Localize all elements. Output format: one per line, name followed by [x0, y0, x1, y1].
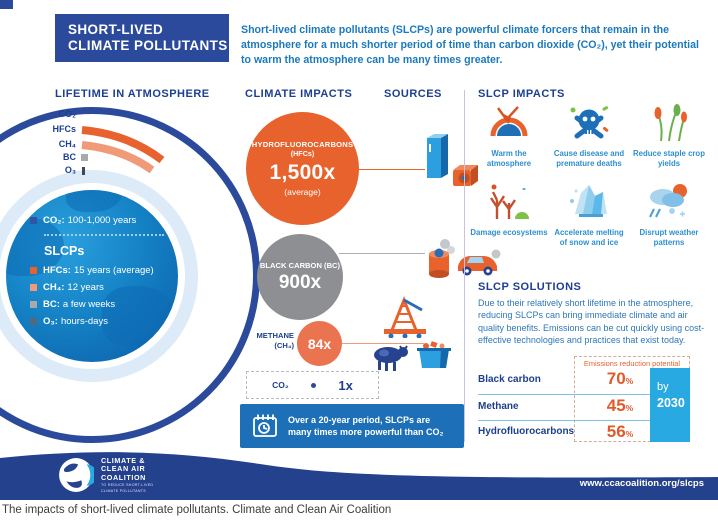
ch4-gwp-value: 84x	[307, 335, 332, 352]
banner-line2: many times more powerful than CO₂	[288, 427, 444, 437]
slcp-solutions-heading: SLCP SOLUTIONS	[478, 281, 582, 293]
lifetime-arcs	[78, 104, 203, 189]
weather-icon	[647, 183, 691, 221]
impact-label: Damage ecosystems	[470, 228, 548, 238]
slcp-impacts-grid	[470, 100, 714, 249]
arc-label-o3: O₃	[64, 165, 76, 175]
logo-subtext2: CLIMATE POLLUTANTS	[101, 489, 147, 494]
impact-crop-yields	[630, 100, 708, 169]
skull-icon	[568, 104, 610, 142]
legend-co2-value: 100-1,000 years	[67, 215, 137, 226]
legend-hfcs-name: HFCs:	[43, 265, 71, 276]
by-2030-box	[650, 368, 690, 442]
arc-label-bc: BC	[63, 152, 76, 162]
ch4-impact-circle	[297, 321, 342, 366]
impact-label: Accelerate melting of snow and ice	[554, 228, 624, 248]
iceberg-icon	[568, 183, 610, 221]
impact-label: Disrupt weather patterns	[639, 228, 699, 248]
row-label-methane: Methane	[478, 401, 519, 412]
ccac-logo-text	[101, 457, 153, 494]
pct-unit: %	[625, 376, 634, 386]
column-divider	[464, 90, 465, 442]
continent-shape	[66, 190, 122, 212]
impact-warm-atmosphere	[470, 100, 548, 169]
legend-o3-name: O₃:	[43, 316, 58, 327]
solutions-text: Due to their relatively short lifetime in the atmosphere, reducing SLCPs can bring immediate climate and air quality benefits. Emissions can be cut quickly using cost-effective technologies and practices that exist today.	[478, 298, 705, 346]
hfc-gwp-value: 1,500x	[269, 161, 336, 184]
methane-label-line2: (CH₄)	[274, 340, 294, 350]
dumpster-icon	[416, 340, 452, 372]
infographic-title	[55, 14, 229, 62]
cookstove-icon	[427, 238, 455, 282]
emissions-table	[478, 356, 712, 444]
hfcs-bullet	[30, 267, 37, 274]
lifetime-heading: LIFETIME IN ATMOSPHERE	[55, 88, 210, 100]
co2-ref-value: 1x	[338, 377, 353, 393]
legend-bc-name: BC:	[43, 299, 60, 310]
pct-value: 45	[606, 396, 626, 415]
legend-o3-value: hours-days	[60, 316, 108, 327]
legend-ch4-name: CH₄:	[43, 282, 65, 293]
oil-rig-icon	[378, 294, 432, 338]
ccac-logo	[58, 457, 153, 494]
impact-label: Cause disease and premature deaths	[553, 149, 625, 169]
legend-hfcs-value: 15 years (average)	[73, 265, 154, 276]
impact-melting	[550, 179, 628, 248]
pct-value: 56	[606, 422, 626, 441]
legend-bc-value: a few weeks	[62, 299, 116, 310]
pct-value: 70	[606, 369, 626, 388]
legend-bc	[30, 299, 182, 310]
bc-gwp-value: 900x	[278, 271, 322, 293]
banner-line1: Over a 20-year period, SLCPs are	[288, 414, 431, 425]
bc-bullet	[30, 301, 37, 308]
bc-impact-circle	[257, 234, 343, 320]
row-label-black-carbon: Black carbon	[478, 374, 541, 385]
logo-line3: COALITION	[101, 472, 146, 482]
twenty-year-banner	[240, 404, 464, 448]
hfc-circle-name: HYDROFLUOROCARBONS	[251, 140, 354, 149]
co2-bullet	[30, 217, 37, 224]
calendar-clock-icon	[252, 413, 279, 439]
methane-label	[242, 331, 294, 351]
sources-heading: SOURCES	[384, 88, 442, 100]
o3-mark	[82, 167, 85, 175]
pct-unit: %	[625, 429, 634, 439]
co2-reference-row	[246, 371, 379, 399]
hfc-connector-line	[357, 169, 425, 170]
logo-line1: CLIMATE &	[101, 456, 145, 465]
row-label-hydrofluorocarbons: Hydrofluorocarbons	[478, 426, 575, 437]
ccac-globe-icon	[58, 457, 94, 493]
hfc-impact-circle	[246, 112, 359, 225]
legend-hfcs	[30, 265, 182, 276]
impact-ecosystems	[470, 179, 548, 248]
methane-label-line1: METHANE	[256, 331, 294, 340]
hfc-gwp-note: (average)	[284, 187, 321, 197]
pct-unit: %	[625, 403, 634, 413]
arc-label-hfcs: HFCs	[52, 124, 76, 134]
logo-subtext1: TO REDUCE SHORT-LIVED	[101, 483, 154, 488]
legend-ch4-value: 12 years	[67, 282, 104, 293]
title-line-1: SHORT-LIVED	[68, 22, 164, 37]
co2-ref-label: CO₂	[272, 380, 289, 390]
car-icon	[455, 246, 501, 278]
arc-label-ch4: CH₄	[58, 139, 76, 149]
title-line-2: CLIMATE POLLUTANTS	[68, 38, 228, 54]
impact-label: Reduce staple crop yields	[633, 149, 705, 169]
bc-mark	[81, 154, 88, 161]
slcps-heading: SLCPs	[44, 244, 85, 258]
ch4-bullet	[30, 284, 37, 291]
slcp-impacts-heading: SLCP IMPACTS	[478, 88, 565, 100]
impact-disease	[550, 100, 628, 169]
legend-o3	[30, 316, 182, 327]
lifetime-legend	[30, 215, 182, 333]
emissions-table-header: Emissions reduction potential	[583, 359, 681, 368]
intro-text: Short-lived climate pollutants (SLCPs) are powerful climate forcers that remain in the atmosphere for a much shorter period of time than carbon dioxide (CO₂), yet their potential to warm the atmosphere can be many times greater.	[241, 24, 699, 67]
legend-ch4	[30, 282, 182, 293]
impact-label: Warm the atmosphere	[486, 149, 532, 169]
arc-label-co2: CO₂	[58, 109, 76, 119]
cow-icon	[370, 342, 412, 372]
by-label: by	[657, 381, 669, 393]
legend-divider	[44, 234, 164, 236]
legend-co2	[30, 215, 182, 226]
o3-bullet	[30, 318, 37, 325]
figure-caption: The impacts of short-lived climate pollutants. Climate and Clean Air Coalition	[2, 504, 392, 516]
co2-dot-icon	[311, 383, 316, 388]
hfc-circle-abbr: (HFCs)	[290, 149, 315, 158]
legend-co2-name: CO₂:	[43, 215, 65, 226]
refrigerator-icon	[424, 130, 452, 184]
corner-mark	[0, 0, 13, 9]
footer-url: www.ccacoalition.org/slcps	[579, 478, 704, 489]
logo-line2: CLEAN AIR	[101, 464, 146, 474]
globe-warming-icon	[489, 106, 529, 140]
bc-circle-name: BLACK CARBON (BC)	[259, 260, 341, 270]
impact-weather	[630, 179, 708, 248]
banner-text	[288, 414, 444, 438]
climate-impacts-heading: CLIMATE IMPACTS	[245, 88, 353, 100]
year-label: 2030	[657, 396, 685, 411]
crops-icon	[649, 104, 689, 142]
bc-connector-line	[339, 253, 425, 254]
dead-trees-icon	[488, 184, 530, 220]
